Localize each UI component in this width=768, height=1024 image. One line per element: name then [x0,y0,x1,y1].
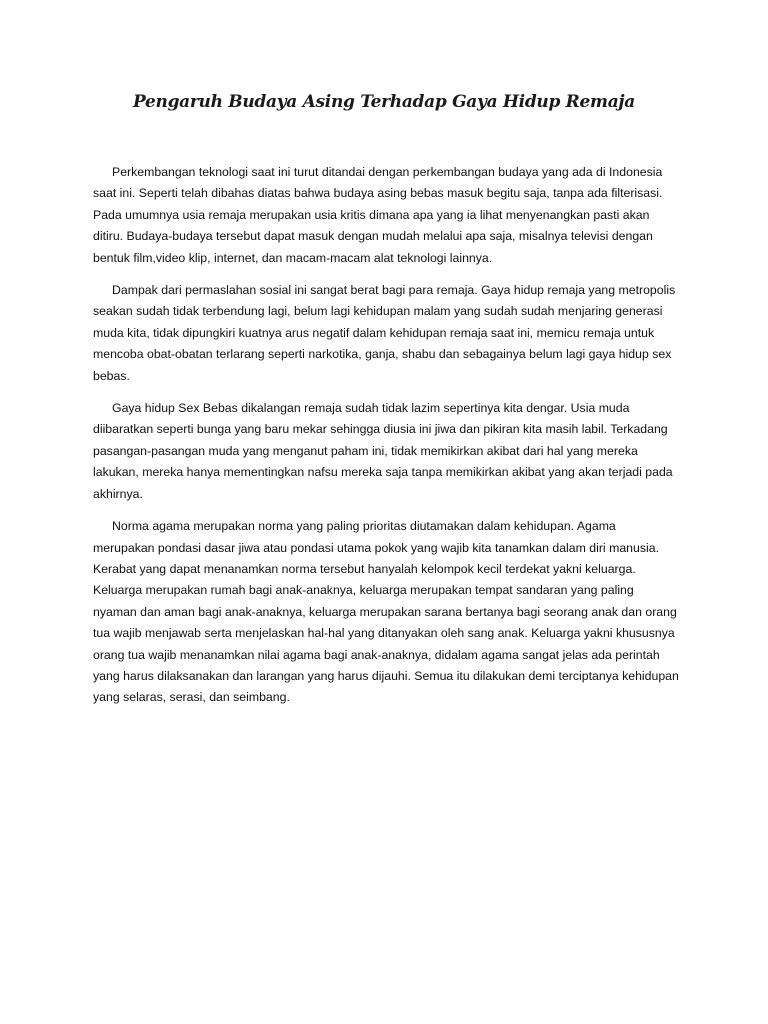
paragraph-3: Gaya hidup Sex Bebas dikalangan remaja sudah tidak lazim sepertinya kita dengar. Usia muda diibaratkan seperti bunga yang baru mekar sehingga diusia ini jiwa dan pikiran kita masih labil. Terkadang pasangan-pasangan muda yang menganut paham ini, tidak memikirkan akibat dari hal yang mereka lakukan, mereka hanya mementingkan nafsu mereka saja tanpa memikirkan akibat yang akan terjadi pada akhirnya. [93,401,673,501]
paragraph-2: Dampak dari permaslahan sosial ini sangat berat bagi para remaja. Gaya hidup remaja yang metropolis seakan sudah tidak terbendung lagi, belum lagi kehidupan malam yang sudah sudah menjaring generasi muda kita, tidak dipungkiri kuatnya arus negatif dalam kehidupan remaja saat ini, memicu remaja untuk mencoba obat-obatan terlarang seperti narkotika, ganja, shabu dan sebagainya belum lagi gaya hidup sex bebas. [93,283,676,383]
document-body [93,162,679,720]
paragraph-1: Perkembangan teknologi saat ini turut ditandai dengan perkembangan budaya yang ada di Indonesia saat ini. Seperti telah dibahas diatas bahwa budaya asing bebas masuk begitu saja, tanpa ada filterisasi. Pada umumnya usia remaja merupakan usia kritis dimana apa yang ia lihat menyenangkan pasti akan ditiru. Budaya-budaya tersebut dapat masuk dengan mudah melalui apa saja, misalnya televisi dengan bentuk film,video klip, internet, dan macam-macam alat teknologi lainnya. [93,165,663,265]
document-title: Pengaruh Budaya Asing Terhadap Gaya Hidup Remaja [132,92,635,112]
paragraph-4: Norma agama merupakan norma yang paling prioritas diutamakan dalam kehidupan. Agama merupakan pondasi dasar jiwa atau pondasi utama pokok yang wajib kita tanamkan dalam diri manusia. Kerabat yang dapat menanamkan norma tersebut hanyalah kelompok kecil terdekat yakni keluarga. Keluarga merupakan rumah bagi anak-anaknya, keluarga merupakan tempat sandaran yang paling nyaman dan aman bagi anak-anaknya, keluarga merupakan sarana bertanya bagi seorang anak dan orang tua wajib menjawab serta menjelaskan hal-hal yang ditanyakan oleh sang anak. Keluarga yakni khususnya orang tua wajib menanamkan nilai agama bagi anak-anaknya, didalam agama sangat jelas ada perintah yang harus dilaksanakan dan larangan yang harus dijauhi. Semua itu dilakukan demi terciptanya kehidupan yang selaras, serasi, dan seimbang. [93,519,679,705]
